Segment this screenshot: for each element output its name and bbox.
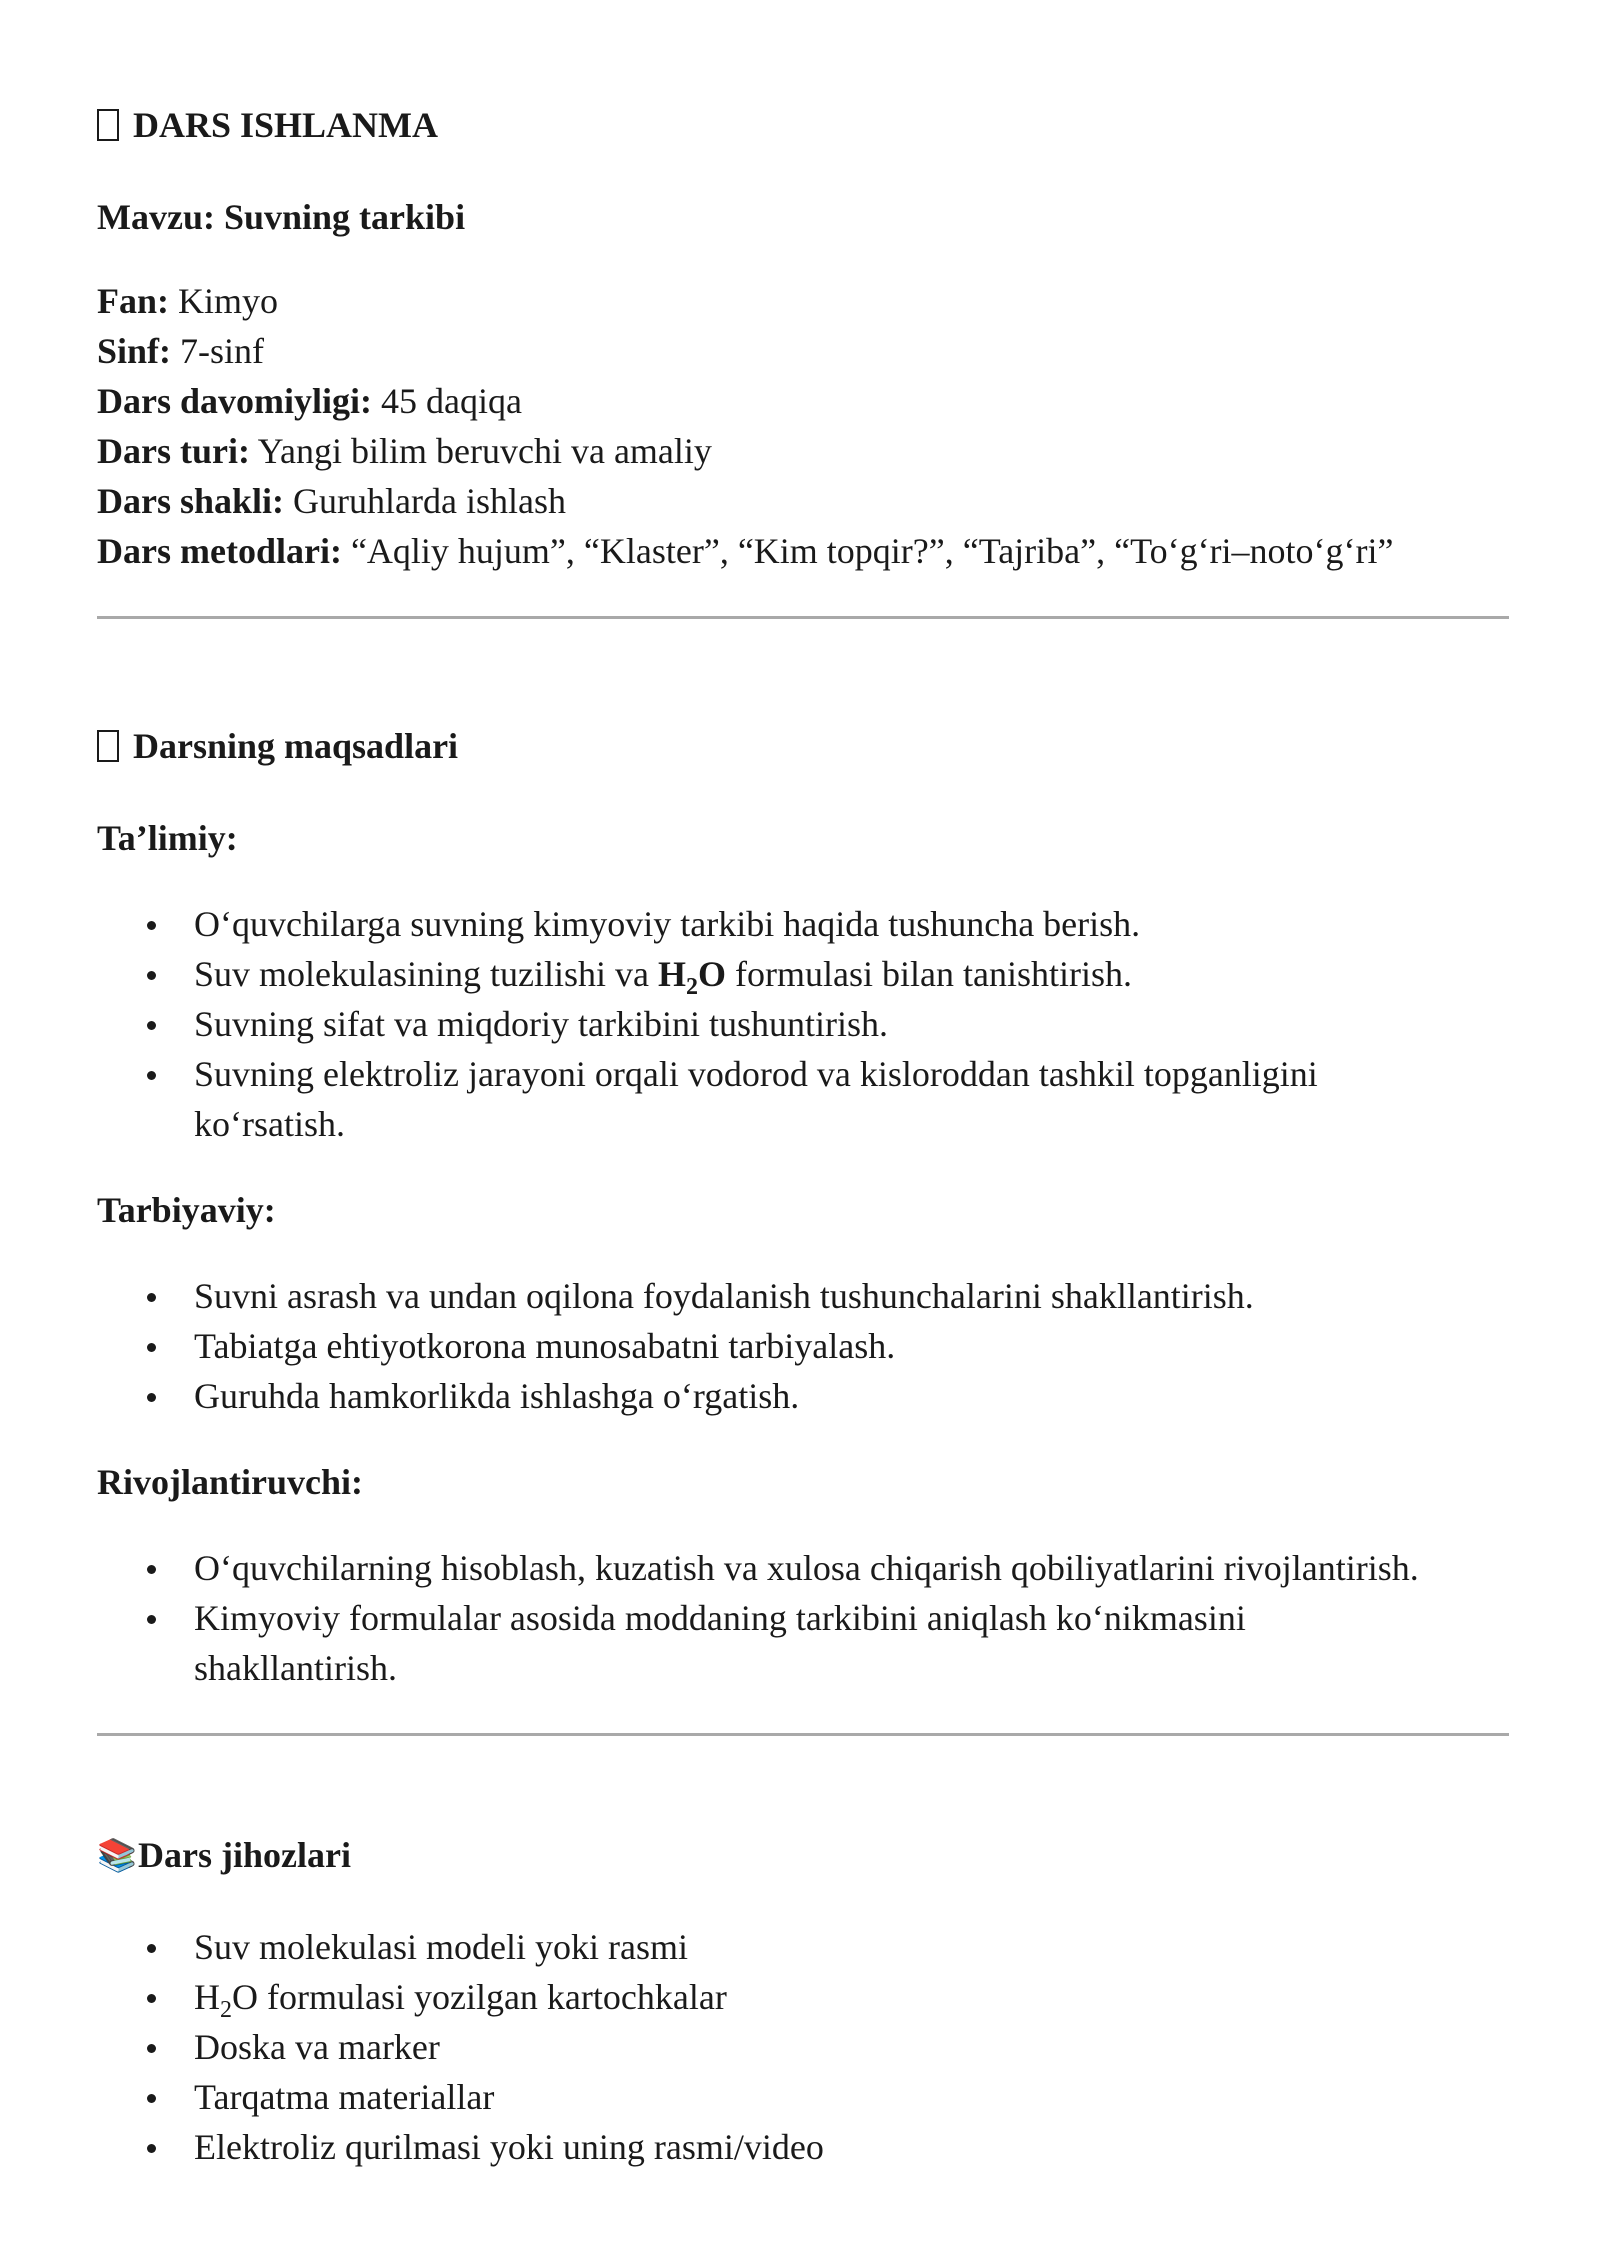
list-item: Suvni asrash va undan oqilona foydalanish tushunchalarini shakllantirish. (97, 1271, 1509, 1321)
equipment-heading-text: Dars jihozlari (138, 1835, 351, 1875)
list-item: O‘quvchilarga suvning kimyoviy tarkibi haqida tushuncha berish. (97, 899, 1509, 949)
list-item: Guruhda hamkorlikda ishlashga o‘rgatish. (97, 1371, 1509, 1421)
missing-glyph-icon (97, 730, 119, 762)
missing-glyph-icon (97, 109, 119, 141)
list-item: Suvning elektroliz jarayoni orqali vodorod va kisloroddan tashkil topganligini ko‘rsatish. (97, 1049, 1474, 1149)
document-title (97, 98, 1509, 152)
water-formula: $H_2O$ (194, 1977, 258, 2023)
topic-label: Mavzu: (97, 197, 215, 237)
list-item: Tabiatga ehtiyotkorona munosabatni tarbiyalash. (97, 1321, 1509, 1371)
developmental-goals-list (97, 1543, 1509, 1693)
goals-heading-text: Darsning maqsadlari (133, 726, 459, 766)
developmental-label: Rivojlantiruvchi: (97, 1462, 363, 1502)
educational-label: Ta’limiy: (97, 818, 238, 858)
meta-type: Dars turi: Yangi bilim beruvchi va amaliy (97, 431, 712, 471)
upbringing-label: Tarbiyaviy: (97, 1190, 276, 1230)
books-icon: 📚 (97, 1836, 137, 1874)
list-item: $H_2O$ formulasi yozilgan kartochkalar (97, 1972, 1509, 2022)
meta-form: Dars shakli: Guruhlarda ishlash (97, 481, 566, 521)
list-item: Suv molekulasining tuzilishi va $H_2O$ formulasi bilan tanishtirish. (97, 949, 1509, 999)
meta-grade: Sinf: 7-sinf (97, 331, 265, 371)
lesson-meta (97, 276, 1509, 576)
equipment-list (97, 1922, 1509, 2172)
section-divider (97, 616, 1509, 619)
water-formula: $H_2O$ (657, 954, 727, 1000)
list-item: Suvning sifat va miqdoriy tarkibini tushuntirish. (97, 999, 1509, 1049)
goals-heading (97, 719, 1509, 773)
section-divider (97, 1733, 1509, 1736)
educational-goals-list (97, 899, 1509, 1149)
list-item: Tarqatma materiallar (97, 2072, 1509, 2122)
list-item: Kimyoviy formulalar asosida moddaning tarkibini aniqlash ko‘nikmasini shakllantirish. (97, 1593, 1394, 1693)
list-item: Suv molekulasi modeli yoki rasmi (97, 1922, 1509, 1972)
document-title-text: DARS ISHLANMA (133, 105, 439, 145)
topic-line (97, 192, 1509, 242)
lesson-plan-document (97, 98, 1509, 2172)
topic-value: Suvning tarkibi (223, 197, 466, 237)
list-item: Elektroliz qurilmasi yoki uning rasmi/video (97, 2122, 1509, 2172)
upbringing-goals-list (97, 1271, 1509, 1421)
equipment-heading (97, 1828, 1509, 1882)
list-item: Doska va marker (97, 2022, 1509, 2072)
list-item: O‘quvchilarning hisoblash, kuzatish va xulosa chiqarish qobiliyatlarini rivojlantirish. (97, 1543, 1509, 1593)
meta-subject: Fan: Kimyo (97, 281, 279, 321)
meta-duration: Dars davomiyligi: 45 daqiqa (97, 381, 522, 421)
meta-methods: Dars metodlari: “Aqliy hujum”, “Klaster”, “Kim topqir?”, “Tajriba”, “To‘g‘ri–noto‘g‘ri” (97, 531, 1394, 571)
